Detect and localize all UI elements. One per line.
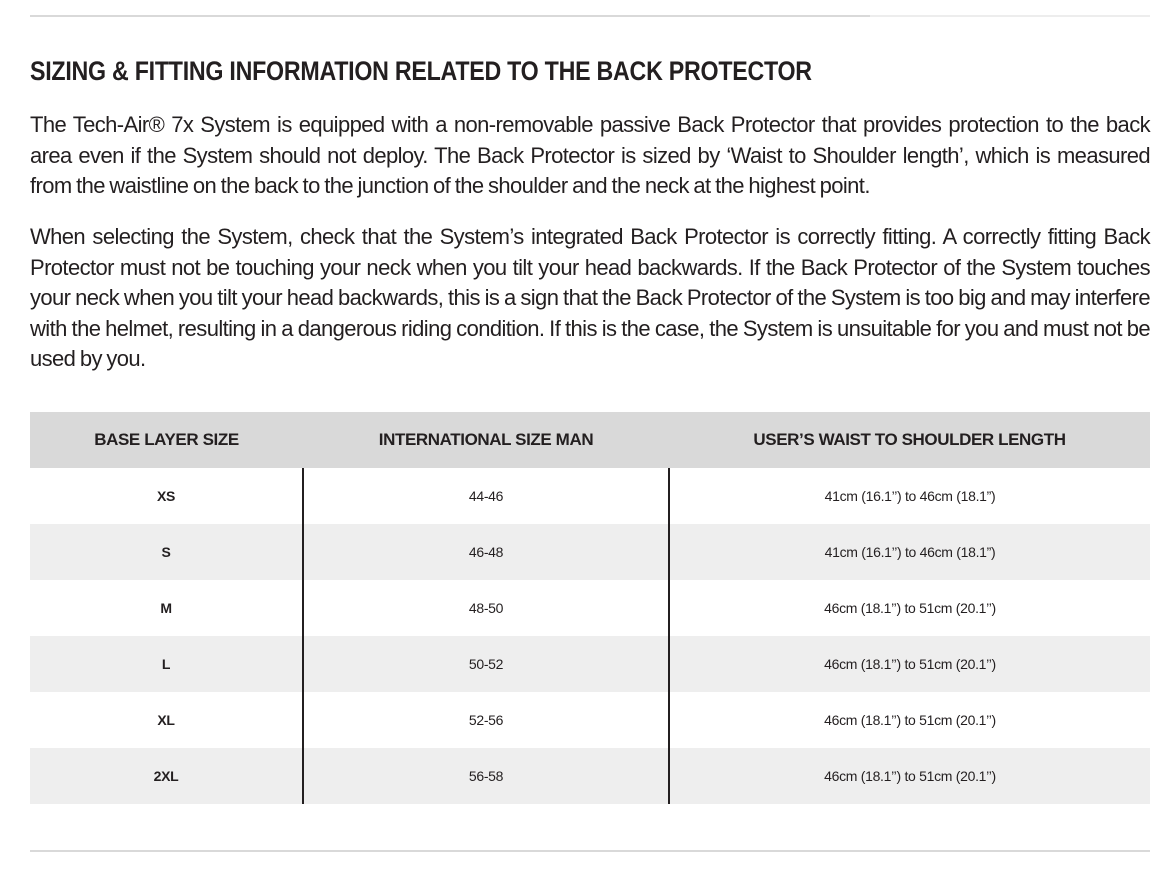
- size-table: [30, 412, 1150, 804]
- table-row: [30, 580, 1150, 636]
- waist-to-shoulder-cell: 41cm (16.1’’) to 46cm (18.1”): [669, 524, 1150, 580]
- international-size-cell: 50-52: [303, 636, 669, 692]
- base-layer-size-cell: L: [30, 636, 303, 692]
- base-layer-size-cell: S: [30, 524, 303, 580]
- table-row: [30, 468, 1150, 524]
- international-size-cell: 56-58: [303, 748, 669, 804]
- base-layer-size-cell: XL: [30, 692, 303, 748]
- section-heading: SIZING & FITTING INFORMATION RELATED TO THE BACK PROTECTOR: [30, 56, 812, 86]
- fitting-paragraph: When selecting the System, check that the System’s integrated Back Protector is correctly fitting. A correctly fitting Back Protector must not be touching your neck when you tilt your head backwards. If the Back Protector of the System touches your neck when you tilt your head backwards, this is a sign that the Back Protector of the System is too big and may interfere with the helmet, resulting in a dangerous riding condition. If this is the case, the System is unsuitable for you and must not be used by you.: [30, 224, 1150, 371]
- base-layer-size-cell: XS: [30, 468, 303, 524]
- waist-to-shoulder-cell: 41cm (16.1’’) to 46cm (18.1”): [824, 488, 996, 504]
- header-base-layer-size: BASE LAYER SIZE: [30, 412, 303, 468]
- waist-to-shoulder-cell: 46cm (18.1’’) to 51cm (20.1’’): [669, 748, 1150, 804]
- table-row: [30, 692, 1150, 748]
- table-row: [30, 524, 1150, 580]
- header-waist-to-shoulder-length: USER’S WAIST TO SHOULDER LENGTH: [669, 412, 1150, 468]
- waist-to-shoulder-cell: 46cm (18.1’’) to 51cm (20.1’’): [669, 636, 1150, 692]
- top-divider: [30, 15, 870, 17]
- international-size-cell: 48-50: [303, 580, 669, 636]
- waist-to-shoulder-cell: 46cm (18.1’’) to 51cm (20.1’’): [824, 712, 996, 728]
- intro-paragraph: The Tech-Air® 7x System is equipped with a non-removable passive Back Protector that provides protection to the back area even if the System should not deploy. The Back Protector is sized by ‘Waist to Shoulder length’, which is measured from the waistline on the back to the junction of the shoulder and the neck at the highest point.: [30, 112, 1150, 198]
- international-size-cell: 46-48: [303, 524, 669, 580]
- table-row: [30, 636, 1150, 692]
- international-size-cell: 44-46: [303, 468, 669, 524]
- base-layer-size-cell: 2XL: [30, 748, 303, 804]
- header-international-size-man: INTERNATIONAL SIZE MAN: [303, 412, 669, 468]
- top-divider-faded: [870, 15, 1150, 17]
- table-row: [30, 748, 1150, 804]
- waist-to-shoulder-cell: 46cm (18.1’’) to 51cm (20.1’’): [824, 600, 996, 616]
- table-header-row: [30, 412, 1150, 468]
- international-size-cell: 52-56: [303, 692, 669, 748]
- bottom-divider: [30, 850, 1150, 852]
- base-layer-size-cell: M: [30, 580, 303, 636]
